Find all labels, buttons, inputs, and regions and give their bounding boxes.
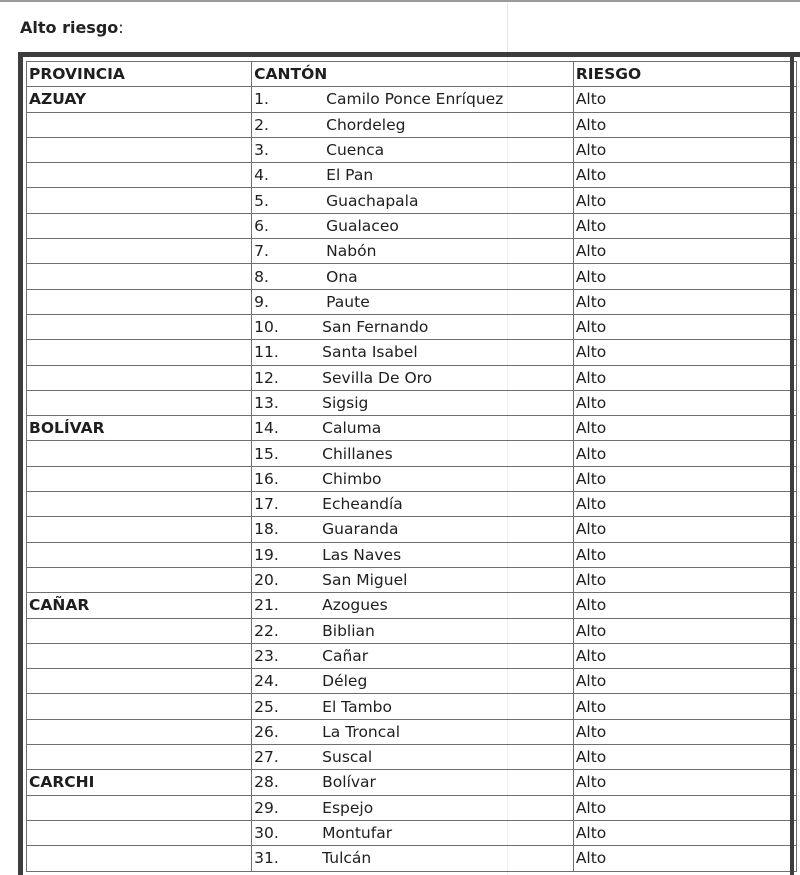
- canton-name: La Troncal: [322, 722, 401, 741]
- canton-number: 14.: [254, 419, 279, 438]
- risk-cell: Alto: [573, 466, 796, 491]
- canton-cell: [252, 492, 574, 517]
- risk-cell: Alto: [573, 643, 796, 668]
- canton-number: 30.: [254, 824, 279, 843]
- canton-cell: [252, 669, 574, 694]
- canton-cell: [252, 239, 574, 264]
- table-row: [27, 213, 797, 238]
- canton-number: 11.: [254, 343, 279, 362]
- province-cell: [27, 542, 252, 567]
- canton-name: Bolívar: [322, 773, 376, 792]
- canton-number: 6.: [254, 216, 269, 235]
- canton-number: 29.: [254, 798, 279, 817]
- canton-cell: [252, 770, 574, 795]
- canton-cell: [252, 188, 574, 213]
- province-cell: [27, 820, 252, 845]
- table-row: [27, 770, 797, 795]
- province-cell: [27, 441, 252, 466]
- province-cell: [27, 390, 252, 415]
- canton-name: El Tambo: [322, 697, 393, 716]
- risk-cell: Alto: [573, 163, 796, 188]
- table-row: [27, 593, 797, 618]
- table-row: [27, 163, 797, 188]
- canton-name: Chimbo: [322, 469, 382, 488]
- canton-cell: [252, 390, 574, 415]
- canton-number: 12.: [254, 368, 279, 387]
- table-row: [27, 567, 797, 592]
- canton-name: Cañar: [322, 646, 369, 665]
- risk-table-frame: [18, 52, 800, 875]
- risk-cell: Alto: [573, 719, 796, 744]
- canton-number: 1.: [254, 90, 269, 109]
- table-row: [27, 643, 797, 668]
- canton-name: Guaranda: [322, 520, 399, 539]
- canton-name: Espejo: [322, 798, 374, 817]
- province-cell: [27, 618, 252, 643]
- canton-name: El Pan: [326, 166, 374, 185]
- table-body: [27, 87, 797, 871]
- table-row: [27, 820, 797, 845]
- risk-cell: Alto: [573, 567, 796, 592]
- canton-cell: [252, 694, 574, 719]
- canton-name: Santa Isabel: [322, 343, 418, 362]
- canton-number: 8.: [254, 267, 269, 286]
- province-cell: [27, 264, 252, 289]
- province-cell: [27, 669, 252, 694]
- canton-cell: [252, 289, 574, 314]
- province-cell: BOLÍVAR: [27, 416, 252, 441]
- section-heading: [20, 17, 124, 39]
- canton-number: 3.: [254, 141, 269, 160]
- canton-name: Paute: [326, 292, 370, 311]
- province-cell: [27, 567, 252, 592]
- canton-name: Camilo Ponce Enríquez: [326, 90, 504, 109]
- table-row: [27, 314, 797, 339]
- table-row: [27, 846, 797, 871]
- canton-name: San Miguel: [322, 571, 408, 590]
- table-row: [27, 264, 797, 289]
- risk-cell: Alto: [573, 517, 796, 542]
- risk-cell: Alto: [573, 239, 796, 264]
- canton-name: Las Naves: [322, 545, 402, 564]
- province-cell: [27, 643, 252, 668]
- canton-number: 27.: [254, 748, 279, 767]
- province-cell: [27, 188, 252, 213]
- canton-name: Biblian: [322, 621, 375, 640]
- risk-cell: Alto: [573, 390, 796, 415]
- canton-cell: [252, 719, 574, 744]
- canton-cell: [252, 542, 574, 567]
- canton-number: 23.: [254, 646, 279, 665]
- table-row: [27, 669, 797, 694]
- table-row: [27, 87, 797, 112]
- risk-cell: Alto: [573, 112, 796, 137]
- canton-name: Azogues: [322, 596, 388, 615]
- risk-cell: Alto: [573, 416, 796, 441]
- canton-name: Echeandía: [322, 495, 403, 514]
- header-riesgo: RIESGO: [573, 62, 796, 87]
- top-divider: [0, 0, 800, 2]
- canton-name: Chordeleg: [326, 115, 406, 134]
- canton-number: 26.: [254, 722, 279, 741]
- canton-number: 21.: [254, 596, 279, 615]
- table-row: [27, 188, 797, 213]
- risk-cell: Alto: [573, 365, 796, 390]
- canton-name: Nabón: [326, 242, 377, 261]
- canton-name: Guachapala: [326, 191, 419, 210]
- risk-cell: Alto: [573, 795, 796, 820]
- canton-cell: [252, 137, 574, 162]
- risk-cell: Alto: [573, 593, 796, 618]
- table-row: [27, 745, 797, 770]
- risk-cell: Alto: [573, 820, 796, 845]
- header-canton: CANTÓN: [252, 62, 574, 87]
- table-row: [27, 542, 797, 567]
- canton-cell: [252, 846, 574, 871]
- province-cell: CARCHI: [27, 770, 252, 795]
- table-row: [27, 239, 797, 264]
- canton-name: Sigsig: [322, 394, 369, 412]
- canton-number: 17.: [254, 495, 279, 514]
- risk-cell: Alto: [573, 264, 796, 289]
- province-cell: [27, 492, 252, 517]
- table-row: [27, 719, 797, 744]
- table-row: [27, 390, 797, 415]
- province-cell: CAÑAR: [27, 593, 252, 618]
- table-row: [27, 340, 797, 365]
- canton-name: Tulcán: [322, 849, 372, 868]
- canton-number: 31.: [254, 849, 279, 868]
- canton-cell: [252, 365, 574, 390]
- canton-number: 25.: [254, 697, 279, 716]
- table-right-border: [790, 52, 794, 875]
- province-cell: [27, 795, 252, 820]
- table-row: [27, 795, 797, 820]
- province-cell: [27, 846, 252, 871]
- risk-cell: Alto: [573, 188, 796, 213]
- canton-number: 16.: [254, 469, 279, 488]
- canton-name: Montufar: [322, 824, 393, 843]
- province-cell: [27, 213, 252, 238]
- province-cell: AZUAY: [27, 87, 252, 112]
- table-header-row: [27, 62, 797, 87]
- canton-cell: [252, 314, 574, 339]
- canton-name: Ona: [326, 267, 358, 286]
- canton-cell: [252, 87, 574, 112]
- risk-cell: Alto: [573, 289, 796, 314]
- province-cell: [27, 112, 252, 137]
- section-heading-label: Alto riesgo: [20, 18, 119, 37]
- canton-cell: [252, 340, 574, 365]
- risk-cell: Alto: [573, 669, 796, 694]
- background-divider-overlay: [507, 52, 508, 875]
- canton-number: 15.: [254, 444, 279, 463]
- canton-number: 5.: [254, 191, 269, 210]
- canton-name: Sevilla De Oro: [322, 368, 433, 387]
- canton-cell: [252, 745, 574, 770]
- canton-cell: [252, 517, 574, 542]
- risk-table: [26, 61, 797, 872]
- risk-cell: Alto: [573, 745, 796, 770]
- canton-number: 20.: [254, 571, 279, 590]
- canton-name: Chillanes: [322, 444, 393, 463]
- canton-cell: [252, 795, 574, 820]
- table-row: [27, 416, 797, 441]
- canton-number: 19.: [254, 545, 279, 564]
- risk-cell: Alto: [573, 441, 796, 466]
- table-row: [27, 137, 797, 162]
- canton-cell: [252, 441, 574, 466]
- risk-cell: Alto: [573, 314, 796, 339]
- risk-cell: Alto: [573, 694, 796, 719]
- background-divider: [507, 2, 508, 52]
- province-cell: [27, 466, 252, 491]
- canton-cell: [252, 820, 574, 845]
- header-provincia: PROVINCIA: [27, 62, 252, 87]
- canton-name: Cuenca: [326, 141, 385, 160]
- table-row: [27, 492, 797, 517]
- province-cell: [27, 163, 252, 188]
- risk-cell: Alto: [573, 542, 796, 567]
- province-cell: [27, 314, 252, 339]
- province-cell: [27, 289, 252, 314]
- canton-cell: [252, 264, 574, 289]
- table-row: [27, 694, 797, 719]
- table-row: [27, 517, 797, 542]
- canton-number: 2.: [254, 115, 269, 134]
- table-row: [27, 466, 797, 491]
- province-cell: [27, 694, 252, 719]
- canton-name: Déleg: [322, 672, 368, 691]
- risk-cell: Alto: [573, 618, 796, 643]
- province-cell: [27, 239, 252, 264]
- table-row: [27, 289, 797, 314]
- table-row: [27, 618, 797, 643]
- canton-cell: [252, 163, 574, 188]
- table-row: [27, 365, 797, 390]
- canton-cell: [252, 593, 574, 618]
- canton-number: 13.: [254, 394, 279, 412]
- risk-cell: Alto: [573, 492, 796, 517]
- province-cell: [27, 137, 252, 162]
- section-heading-colon: :: [118, 18, 124, 37]
- province-cell: [27, 745, 252, 770]
- canton-name: San Fernando: [322, 318, 429, 337]
- canton-number: 9.: [254, 292, 269, 311]
- canton-cell: [252, 112, 574, 137]
- province-cell: [27, 719, 252, 744]
- canton-cell: [252, 618, 574, 643]
- canton-name: Suscal: [322, 748, 373, 767]
- canton-number: 22.: [254, 621, 279, 640]
- canton-name: Gualaceo: [326, 216, 399, 235]
- province-cell: [27, 517, 252, 542]
- canton-cell: [252, 466, 574, 491]
- risk-cell: Alto: [573, 137, 796, 162]
- province-cell: [27, 340, 252, 365]
- canton-cell: [252, 643, 574, 668]
- table-row: [27, 441, 797, 466]
- canton-name: Caluma: [322, 419, 382, 438]
- canton-number: 7.: [254, 242, 269, 261]
- risk-cell: Alto: [573, 846, 796, 871]
- risk-cell: Alto: [573, 213, 796, 238]
- canton-number: 28.: [254, 773, 279, 792]
- risk-cell: Alto: [573, 340, 796, 365]
- table-row: [27, 112, 797, 137]
- province-cell: [27, 365, 252, 390]
- canton-cell: [252, 213, 574, 238]
- risk-cell: Alto: [573, 87, 796, 112]
- canton-cell: [252, 416, 574, 441]
- canton-number: 24.: [254, 672, 279, 691]
- canton-cell: [252, 567, 574, 592]
- risk-cell: Alto: [573, 770, 796, 795]
- canton-number: 18.: [254, 520, 279, 539]
- canton-number: 10.: [254, 318, 279, 337]
- canton-number: 4.: [254, 166, 269, 185]
